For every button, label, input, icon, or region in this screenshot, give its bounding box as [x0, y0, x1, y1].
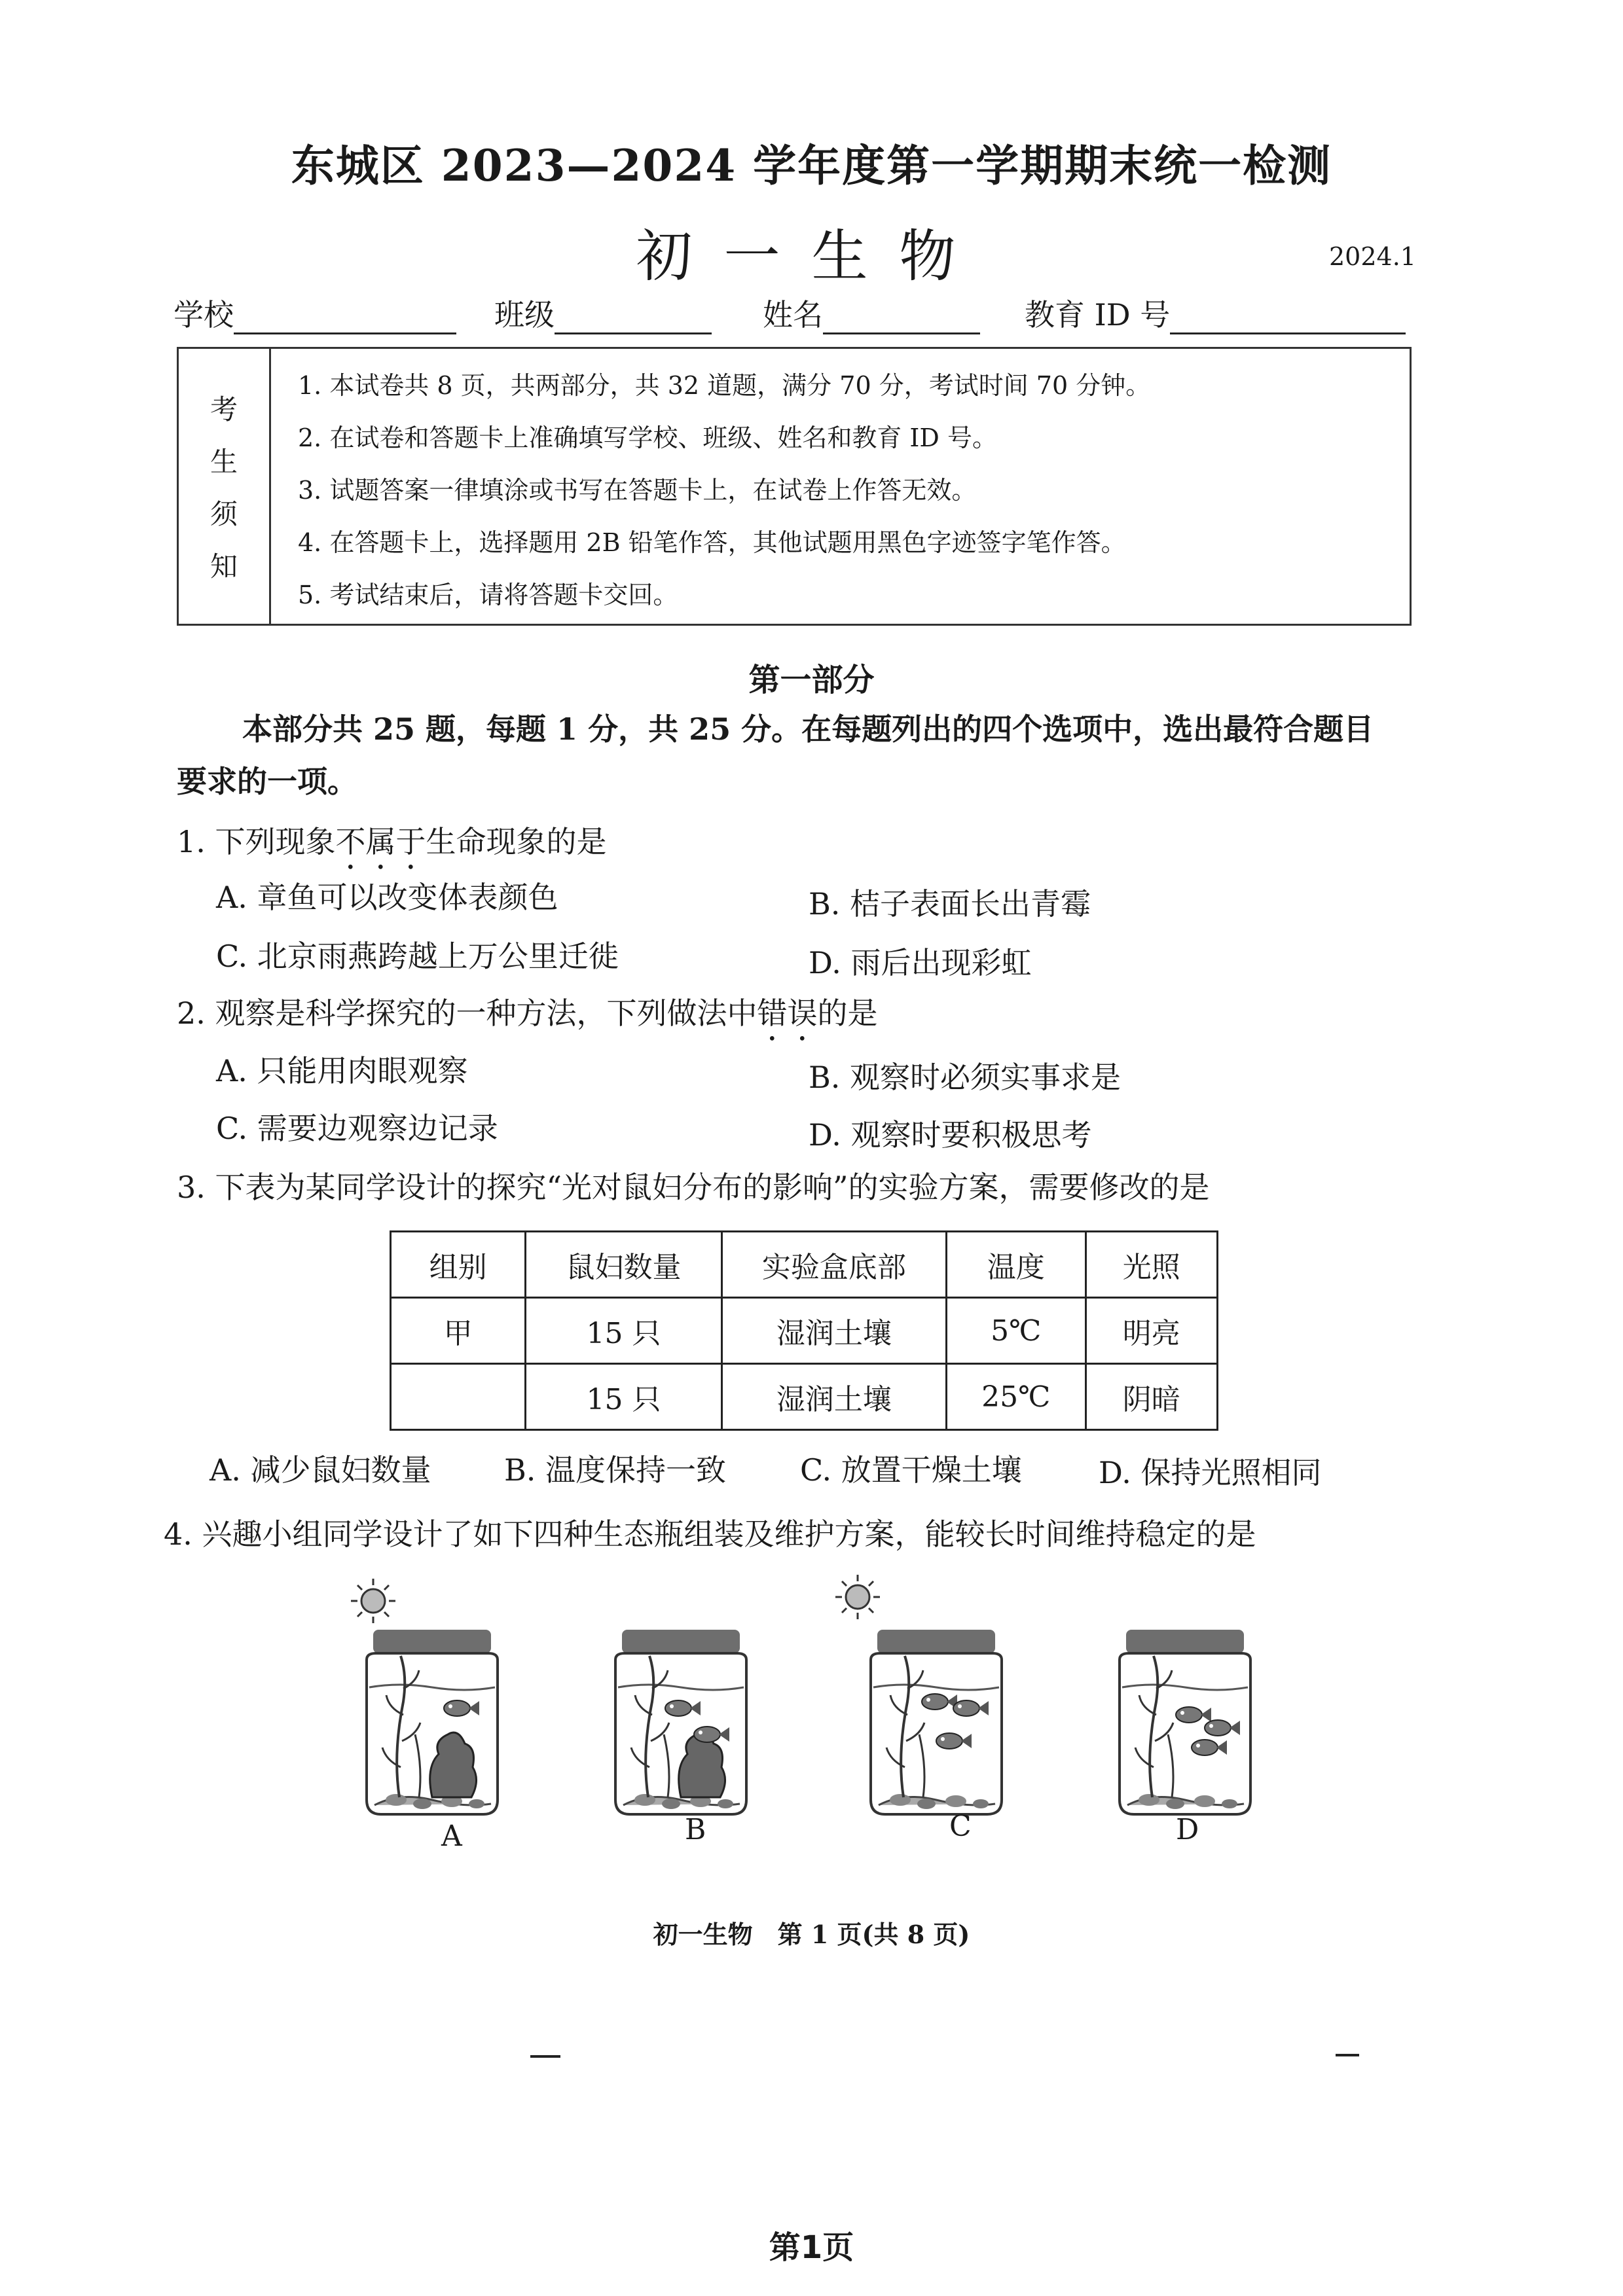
- notice-item: 3. 试题答案一律填涂或书写在答题卡上，在试卷上作答无效。: [298, 476, 977, 505]
- q1-stem-emphasis: 不属于: [335, 824, 426, 859]
- name-label: 姓名: [763, 297, 823, 332]
- q1-option-c: C. 北京雨燕跨越上万公里迁徙: [216, 939, 619, 974]
- subject-title: 初一生物: [636, 224, 987, 289]
- q2-stem-pre: 2. 观察是科学探究的一种方法，下列做法中: [177, 996, 757, 1031]
- question-3-stem: 3. 下表为某同学设计的探究“光对鼠妇分布的影响”的实验方案，需要修改的是: [177, 1170, 1210, 1205]
- scan-mark: [1336, 2054, 1359, 2056]
- jar-label-a: A: [441, 1820, 462, 1853]
- student-info-row: [173, 291, 1417, 350]
- table-cell: 湿润土壤: [721, 1298, 946, 1364]
- notice-item: 4. 在答题卡上，选择题用 2B 铅笔作答，其他试题用黑色字迹签字笔作答。: [298, 528, 1126, 557]
- part-one-title: 第一部分: [748, 662, 875, 698]
- q3-option-b: B. 温度保持一致: [504, 1452, 727, 1488]
- notice-heading: [179, 349, 271, 624]
- q3-option-c: C. 放置干燥土壤: [800, 1452, 1022, 1488]
- jar-c: [835, 1575, 1002, 1814]
- exam-date: 2024.1: [1329, 242, 1416, 271]
- table-row: [391, 1298, 1218, 1364]
- jar-a: [351, 1579, 498, 1814]
- part-one-intro-cont: 要求的一项。: [177, 764, 357, 799]
- table-header: 温度: [946, 1232, 1085, 1298]
- jar-label-c: C: [949, 1810, 972, 1843]
- table-header: 实验盒底部: [721, 1232, 946, 1298]
- school-label: 学校: [173, 297, 234, 332]
- part-one-intro: 本部分共 25 题，每题 1 分，共 25 分。在每题列出的四个选项中，选出最符合题目: [242, 711, 1374, 747]
- question-2-stem: [177, 990, 878, 1048]
- q2-stem-post: 的是: [817, 996, 878, 1031]
- q1-stem-pre: 1. 下列现象: [177, 824, 336, 859]
- school-field: [173, 291, 456, 334]
- table-header: 光照: [1085, 1232, 1217, 1298]
- table-header: 鼠妇数量: [526, 1232, 721, 1298]
- q3-option-d: D. 保持光照相同: [1099, 1455, 1322, 1490]
- table-cell: 湿润土壤: [721, 1364, 946, 1430]
- notice-item: 2. 在试卷和答题卡上准确填写学校、班级、姓名和教育 ID 号。: [298, 423, 997, 452]
- experiment-table: [390, 1230, 1218, 1431]
- jar-b: [615, 1630, 746, 1814]
- table-cell: 甲: [391, 1298, 526, 1364]
- q2-option-b: B. 观察时必须实事求是: [809, 1060, 1122, 1095]
- ecosystem-jars-figure: [327, 1564, 1296, 1859]
- q3-option-a: A. 减少鼠妇数量: [210, 1452, 431, 1488]
- jar-d: [1120, 1630, 1250, 1814]
- jar-label-d: D: [1176, 1813, 1199, 1846]
- notice-heading-char: 须: [210, 498, 238, 530]
- question-4-stem: 4. 兴趣小组同学设计了如下四种生态瓶组装及维护方案，能较长时间维持稳定的是: [164, 1516, 1256, 1552]
- table-cell: 明亮: [1085, 1298, 1217, 1364]
- notice-heading-char: 知: [210, 550, 238, 583]
- name-field: [763, 291, 980, 334]
- table-header: 组别: [391, 1232, 526, 1298]
- q2-option-d: D. 观察时要积极思考: [809, 1117, 1092, 1153]
- q1-stem-post: 生命现象的是: [426, 824, 607, 859]
- table-cell: 25℃: [946, 1364, 1085, 1430]
- table-cell: 5℃: [946, 1298, 1085, 1364]
- scan-mark: [530, 2055, 560, 2058]
- question-1-stem: [177, 818, 607, 876]
- table-cell: [391, 1364, 526, 1430]
- q1-option-b: B. 桔子表面长出青霉: [809, 886, 1091, 922]
- q1-option-a: A. 章鱼可以改变体表颜色: [216, 880, 558, 915]
- q1-option-d: D. 雨后出现彩虹: [809, 945, 1032, 980]
- page-number: 第1页: [769, 2229, 854, 2266]
- jar-label-b: B: [685, 1813, 706, 1846]
- page-footer: 初一生物 第 1 页(共 8 页): [653, 1920, 970, 1949]
- class-label: 班级: [494, 297, 555, 332]
- notice-item: 1. 本试卷共 8 页，共两部分，共 32 道题，满分 70 分，考试时间 70 分钟。: [298, 371, 1151, 400]
- table-row: [391, 1364, 1218, 1430]
- q2-option-a: A. 只能用肉眼观察: [216, 1053, 468, 1088]
- notice-heading-char: 生: [210, 446, 238, 478]
- exam-title: 东城区 2023—2024 学年度第一学期期末统一检测: [291, 140, 1332, 191]
- class-field: [494, 291, 712, 334]
- id-field: [1025, 291, 1406, 334]
- exam-notice-box: [177, 347, 1412, 626]
- notice-heading-char: 考: [210, 393, 238, 425]
- table-cell: 阴暗: [1085, 1364, 1217, 1430]
- id-label: 教育 ID 号: [1025, 297, 1171, 332]
- table-cell: 15 只: [526, 1298, 721, 1364]
- table-cell: 15 只: [526, 1364, 721, 1430]
- notice-item: 5. 考试结束后，请将答题卡交回。: [298, 581, 678, 609]
- q2-stem-emphasis: 错误: [757, 996, 818, 1031]
- table-header-row: [391, 1232, 1218, 1298]
- q2-option-c: C. 需要边观察边记录: [216, 1111, 498, 1146]
